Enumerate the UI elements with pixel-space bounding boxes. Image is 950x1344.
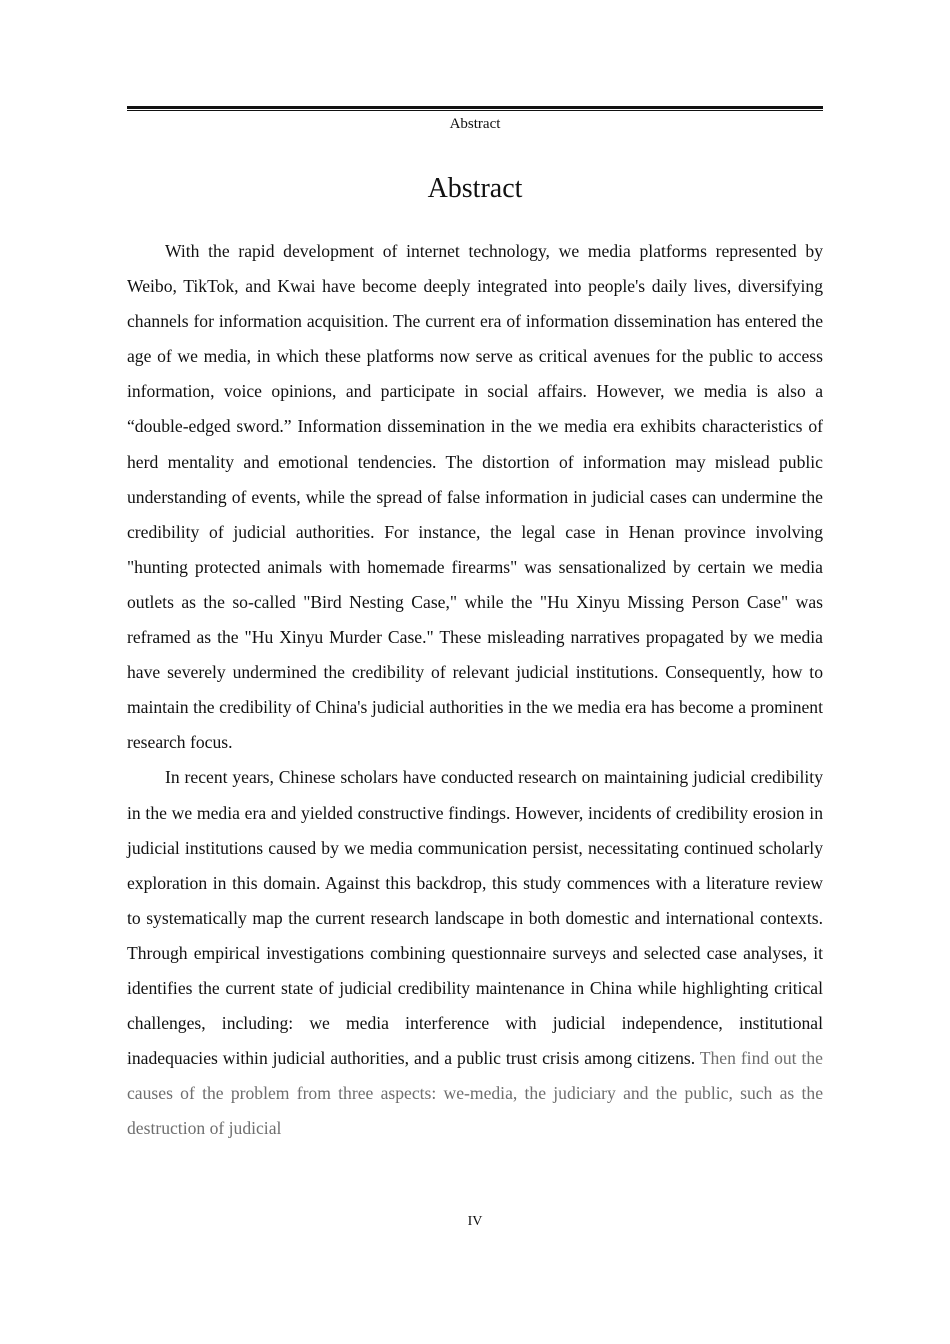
paragraph-2-faded-text: Then find out the causes of the problem from three aspects: we-media, the judiciary and the public, such as the destruction of judicial bbox=[127, 1048, 823, 1139]
page-number: IV bbox=[467, 1214, 483, 1229]
running-header: Abstract bbox=[449, 116, 501, 132]
paragraph-1: With the rapid development of internet technology, we media platforms represented by Weibo, TikTok, and Kwai have become deeply integrated into people's daily lives, diversifying channels for information acquisition. The current era of information dissemination has entered the age of we media, in which these platforms now serve as critical avenues for the public to access information, voice opinions, and participate in social affairs. However, we media is also a “double-edged sword.” Information dissemination in the we media era exhibits characteristics of herd mentality and emotional tendencies. The distortion of information may mislead public understanding of events, while the spread of false information in judicial cases can undermine the credibility of judicial authorities. For instance, the legal case in Henan province involving "hunting protected animals with homemade firearms" was sensationalized by certain we media outlets as the so-called "Bird Nesting Case," while the "Hu Xinyu Missing Person Case" was reframed as the "Hu Xinyu Murder Case." These misleading narratives propagated by we media have severely undermined the credibility of relevant judicial institutions. Consequently, how to maintain the credibility of China's judicial authorities in the we media era has become a prominent research focus. bbox=[127, 241, 823, 753]
paragraph-2 bbox=[127, 760, 823, 1146]
header-rule-thick bbox=[127, 106, 823, 109]
abstract-body bbox=[127, 234, 823, 1146]
paragraph-2-text: In recent years, Chinese scholars have conducted research on maintaining judicial credibility in the we media era and yielded constructive findings. However, incidents of credibility erosion in judicial institutions caused by we media communication persist, necessitating continued scholarly exploration in this domain. Against this backdrop, this study commences with a literature review to systematically map the current research landscape in both domestic and international contexts. Through empirical investigations combining questionnaire surveys and selected case analyses, it identifies the current state of judicial credibility maintenance in China while highlighting critical challenges, including: we media interference with judicial independence, institutional inadequacies within judicial authorities, and a public trust crisis among citizens. bbox=[127, 767, 823, 1069]
page-title: Abstract bbox=[427, 173, 523, 204]
header-rule-thin bbox=[127, 110, 823, 111]
